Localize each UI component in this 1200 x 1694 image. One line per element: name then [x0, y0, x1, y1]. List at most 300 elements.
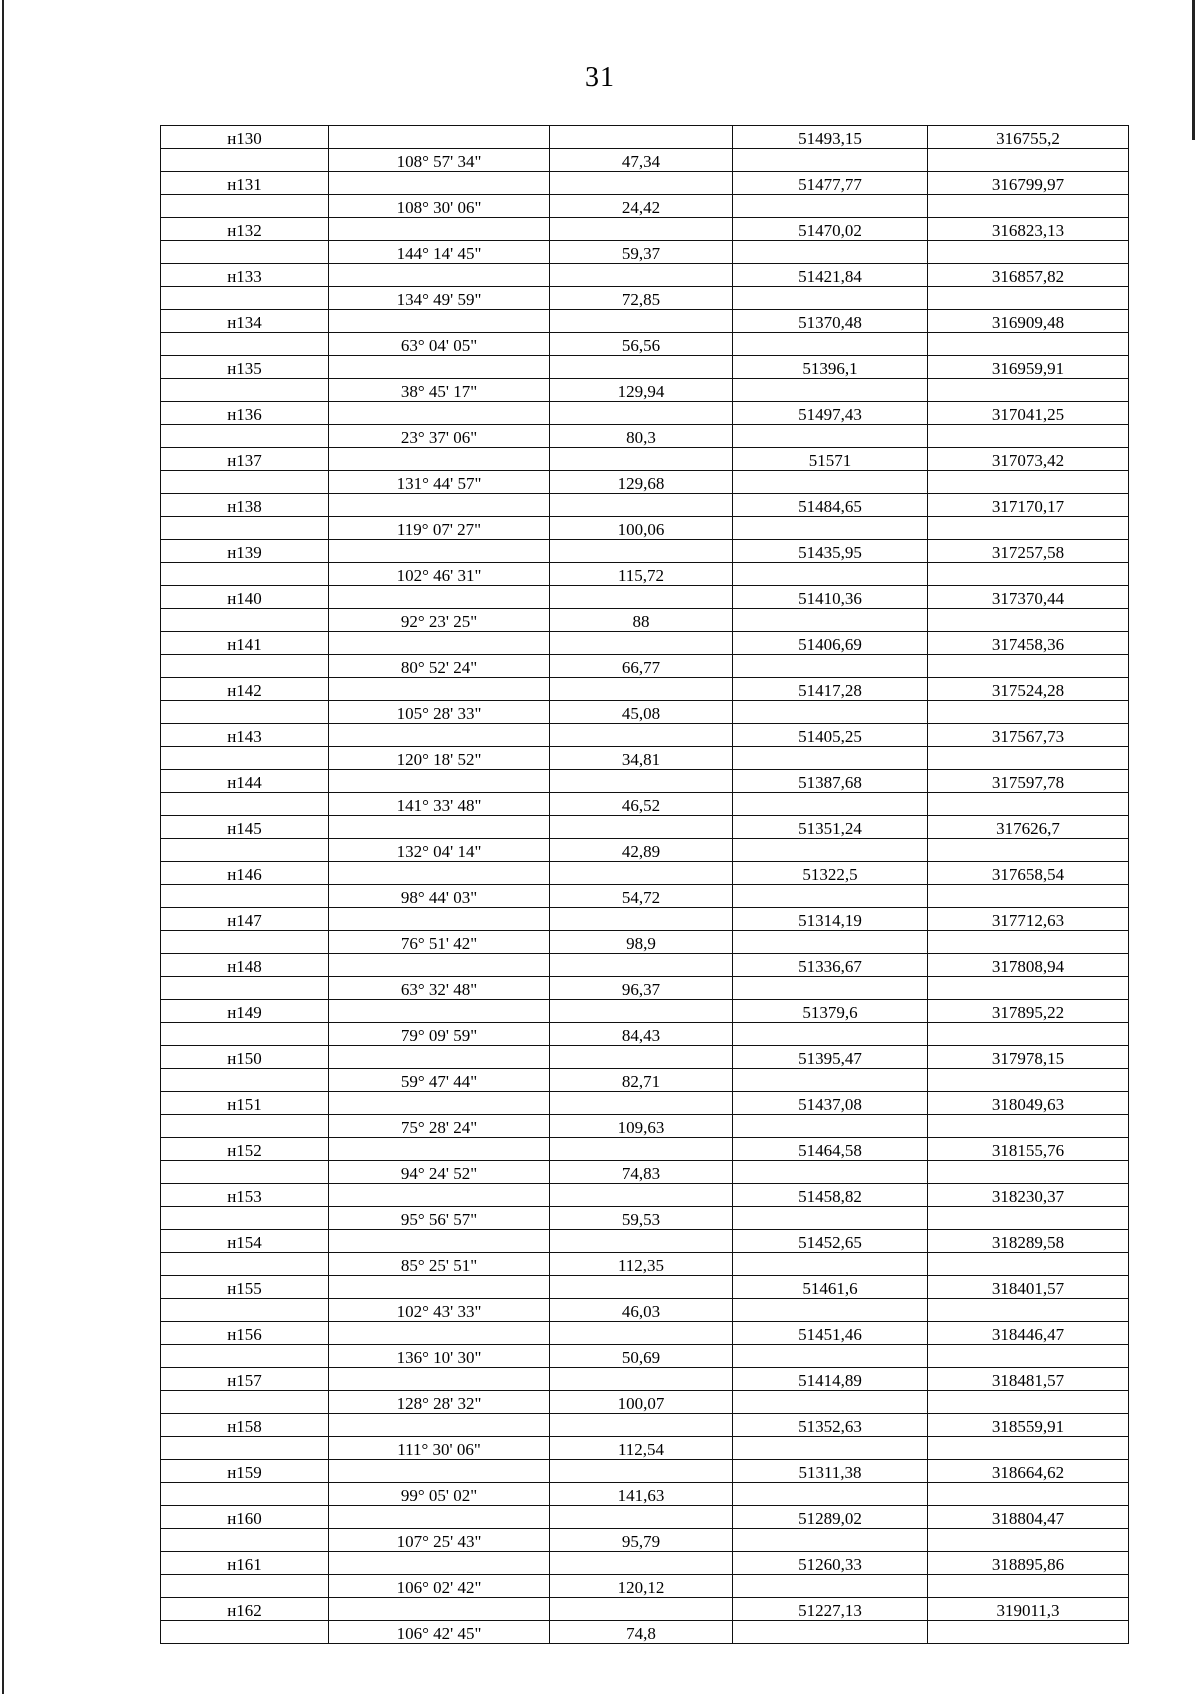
point-row [161, 908, 1129, 931]
empty-cell [329, 724, 550, 747]
y-coordinate-cell [928, 1598, 1129, 1621]
empty-cell [733, 241, 928, 264]
y-coordinate: 318049,63 [991, 1095, 1065, 1114]
x-coordinate-cell [733, 494, 928, 517]
x-coordinate: 51470,02 [798, 221, 862, 240]
direction-angle-cell [329, 701, 550, 724]
segment-length-cell [550, 1575, 733, 1598]
y-coordinate-cell [928, 1506, 1129, 1529]
segment-row [161, 1437, 1129, 1460]
point-row [161, 1276, 1129, 1299]
empty-cell [550, 1138, 733, 1161]
point-name: н144 [227, 773, 262, 792]
point-name: н139 [227, 543, 262, 562]
empty-cell [733, 839, 928, 862]
direction-angle: 111° 30' 06" [397, 1440, 481, 1459]
empty-cell [329, 310, 550, 333]
segment-length-cell [550, 517, 733, 540]
y-coordinate: 316857,82 [991, 267, 1065, 286]
x-coordinate: 51322,5 [802, 865, 858, 884]
empty-cell [550, 172, 733, 195]
point-name-cell [161, 1092, 329, 1115]
empty-cell [329, 126, 550, 149]
direction-angle-cell [329, 241, 550, 264]
y-coordinate: 317978,15 [991, 1049, 1065, 1068]
x-coordinate-cell [733, 448, 928, 471]
empty-cell [733, 1299, 928, 1322]
empty-cell [161, 1299, 329, 1322]
empty-cell [928, 425, 1129, 448]
empty-cell [928, 1299, 1129, 1322]
x-coordinate-cell [733, 1506, 928, 1529]
empty-cell [161, 563, 329, 586]
empty-cell [733, 1207, 928, 1230]
empty-cell [161, 379, 329, 402]
point-name: н130 [227, 129, 262, 148]
point-name: н138 [227, 497, 262, 516]
point-name-cell [161, 816, 329, 839]
segment-row [161, 149, 1129, 172]
empty-cell [329, 540, 550, 563]
empty-cell [329, 1368, 550, 1391]
empty-cell [161, 1023, 329, 1046]
y-coordinate: 317524,28 [991, 681, 1065, 700]
direction-angle: 99° 05' 02" [400, 1486, 478, 1505]
direction-angle: 144° 14' 45" [396, 244, 482, 263]
y-coordinate-cell [928, 1000, 1129, 1023]
y-coordinate-cell [928, 310, 1129, 333]
point-row [161, 1046, 1129, 1069]
point-row [161, 1092, 1129, 1115]
point-row [161, 1230, 1129, 1253]
direction-angle: 141° 33' 48" [396, 796, 482, 815]
segment-row [161, 701, 1129, 724]
x-coordinate: 51452,65 [798, 1233, 862, 1252]
empty-cell [733, 1253, 928, 1276]
y-coordinate: 318804,47 [991, 1509, 1065, 1528]
direction-angle: 102° 46' 31" [396, 566, 482, 585]
y-coordinate: 318481,57 [991, 1371, 1065, 1390]
direction-angle-cell [329, 977, 550, 1000]
segment-length: 96,37 [621, 980, 661, 999]
empty-cell [329, 448, 550, 471]
point-name-cell [161, 402, 329, 425]
empty-cell [329, 1322, 550, 1345]
segment-length: 88 [632, 612, 650, 631]
segment-length: 24,42 [621, 198, 661, 217]
point-name: н158 [227, 1417, 262, 1436]
x-coordinate-cell [733, 310, 928, 333]
y-coordinate-cell [928, 1460, 1129, 1483]
segment-length-cell [550, 1253, 733, 1276]
direction-angle-cell [329, 885, 550, 908]
point-name-cell [161, 1000, 329, 1023]
empty-cell [329, 172, 550, 195]
point-name-cell [161, 540, 329, 563]
empty-cell [161, 1253, 329, 1276]
segment-length: 46,03 [621, 1302, 661, 1321]
segment-row [161, 425, 1129, 448]
segment-length: 120,12 [617, 1578, 665, 1597]
segment-row [161, 1115, 1129, 1138]
direction-angle: 75° 28' 24" [400, 1118, 478, 1137]
point-name-cell [161, 448, 329, 471]
y-coordinate: 318664,62 [991, 1463, 1065, 1482]
point-name-cell [161, 954, 329, 977]
x-coordinate: 51451,46 [798, 1325, 862, 1344]
empty-cell [161, 977, 329, 1000]
empty-cell [161, 241, 329, 264]
empty-cell [550, 218, 733, 241]
x-coordinate: 51405,25 [798, 727, 862, 746]
empty-cell [550, 908, 733, 931]
empty-cell [928, 195, 1129, 218]
y-coordinate-cell [928, 1276, 1129, 1299]
point-name: н133 [227, 267, 262, 286]
y-coordinate: 317458,36 [991, 635, 1065, 654]
point-name: н148 [227, 957, 262, 976]
segment-length: 46,52 [621, 796, 661, 815]
segment-length-cell [550, 1023, 733, 1046]
x-coordinate: 51421,84 [798, 267, 862, 286]
x-coordinate: 51314,19 [798, 911, 862, 930]
direction-angle-cell [329, 609, 550, 632]
segment-length-cell [550, 1207, 733, 1230]
point-row [161, 1414, 1129, 1437]
empty-cell [161, 793, 329, 816]
empty-cell [928, 1115, 1129, 1138]
direction-angle: 59° 47' 44" [400, 1072, 478, 1091]
point-row [161, 816, 1129, 839]
point-name: н140 [227, 589, 262, 608]
point-row [161, 1506, 1129, 1529]
direction-angle-cell [329, 1115, 550, 1138]
point-name: н142 [227, 681, 262, 700]
y-coordinate-cell [928, 954, 1129, 977]
y-coordinate: 316909,48 [991, 313, 1065, 332]
x-coordinate: 51484,65 [798, 497, 862, 516]
segment-row [161, 1391, 1129, 1414]
point-name-cell [161, 862, 329, 885]
direction-angle-cell [329, 1299, 550, 1322]
empty-cell [329, 632, 550, 655]
y-coordinate: 318230,37 [991, 1187, 1065, 1206]
segment-length: 59,53 [621, 1210, 661, 1229]
direction-angle-cell [329, 1575, 550, 1598]
direction-angle-cell [329, 839, 550, 862]
empty-cell [329, 1138, 550, 1161]
segment-length-cell [550, 287, 733, 310]
empty-cell [550, 126, 733, 149]
empty-cell [550, 770, 733, 793]
segment-length-cell [550, 195, 733, 218]
empty-cell [550, 1276, 733, 1299]
empty-cell [928, 747, 1129, 770]
point-row [161, 1598, 1129, 1621]
empty-cell [550, 816, 733, 839]
empty-cell [329, 816, 550, 839]
segment-length: 112,54 [617, 1440, 665, 1459]
empty-cell [550, 1506, 733, 1529]
empty-cell [928, 1069, 1129, 1092]
empty-cell [928, 655, 1129, 678]
point-name: н146 [227, 865, 262, 884]
empty-cell [733, 195, 928, 218]
point-name-cell [161, 1138, 329, 1161]
segment-length-cell [550, 1299, 733, 1322]
y-coordinate-cell [928, 1368, 1129, 1391]
empty-cell [329, 1230, 550, 1253]
point-name: н154 [227, 1233, 262, 1252]
empty-cell [928, 977, 1129, 1000]
x-coordinate-cell [733, 1046, 928, 1069]
direction-angle-cell [329, 793, 550, 816]
x-coordinate-cell [733, 218, 928, 241]
point-name: н135 [227, 359, 262, 378]
empty-cell [733, 149, 928, 172]
direction-angle: 92° 23' 25" [400, 612, 478, 631]
point-name: н147 [227, 911, 262, 930]
empty-cell [733, 1345, 928, 1368]
point-row [161, 172, 1129, 195]
empty-cell [733, 977, 928, 1000]
segment-row [161, 1299, 1129, 1322]
y-coordinate: 317170,17 [991, 497, 1065, 516]
direction-angle-cell [329, 149, 550, 172]
x-coordinate-cell [733, 264, 928, 287]
x-coordinate-cell [733, 908, 928, 931]
direction-angle-cell [329, 1483, 550, 1506]
point-name-cell [161, 1230, 329, 1253]
segment-length-cell [550, 885, 733, 908]
direction-angle: 106° 42' 45" [396, 1624, 482, 1643]
y-coordinate-cell [928, 402, 1129, 425]
x-coordinate: 51410,36 [798, 589, 862, 608]
x-coordinate: 51458,82 [798, 1187, 862, 1206]
empty-cell [550, 1460, 733, 1483]
segment-length: 141,63 [617, 1486, 665, 1505]
segment-length: 42,89 [621, 842, 661, 861]
point-row [161, 586, 1129, 609]
coordinates-table [160, 125, 1129, 1644]
empty-cell [550, 586, 733, 609]
y-coordinate-cell [928, 908, 1129, 931]
segment-length-cell [550, 149, 733, 172]
point-name: н150 [227, 1049, 262, 1068]
empty-cell [928, 1023, 1129, 1046]
empty-cell [733, 1023, 928, 1046]
empty-cell [161, 931, 329, 954]
x-coordinate: 51289,02 [798, 1509, 862, 1528]
x-coordinate-cell [733, 678, 928, 701]
direction-angle: 98° 44' 03" [400, 888, 478, 907]
empty-cell [928, 885, 1129, 908]
empty-cell [329, 862, 550, 885]
empty-cell [550, 678, 733, 701]
point-name-cell [161, 494, 329, 517]
segment-length: 74,83 [621, 1164, 661, 1183]
empty-cell [329, 954, 550, 977]
point-row [161, 402, 1129, 425]
empty-cell [733, 701, 928, 724]
point-row [161, 1138, 1129, 1161]
x-coordinate-cell [733, 1138, 928, 1161]
y-coordinate: 317626,7 [996, 819, 1060, 838]
y-coordinate-cell [928, 586, 1129, 609]
empty-cell [329, 264, 550, 287]
empty-cell [329, 1046, 550, 1069]
point-name-cell [161, 1552, 329, 1575]
segment-length: 34,81 [621, 750, 661, 769]
y-coordinate-cell [928, 540, 1129, 563]
segment-length-cell [550, 931, 733, 954]
empty-cell [550, 1322, 733, 1345]
segment-length-cell [550, 747, 733, 770]
point-row [161, 264, 1129, 287]
x-coordinate: 51311,38 [798, 1463, 862, 1482]
segment-length: 82,71 [621, 1072, 661, 1091]
empty-cell [928, 1483, 1129, 1506]
empty-cell [161, 1529, 329, 1552]
segment-length-cell [550, 471, 733, 494]
x-coordinate-cell [733, 770, 928, 793]
direction-angle: 132° 04' 14" [396, 842, 482, 861]
segment-length-cell [550, 379, 733, 402]
segment-length: 72,85 [621, 290, 661, 309]
segment-row [161, 1345, 1129, 1368]
empty-cell [329, 1506, 550, 1529]
x-coordinate: 51414,89 [798, 1371, 862, 1390]
direction-angle-cell [329, 379, 550, 402]
empty-cell [928, 1391, 1129, 1414]
segment-row [161, 517, 1129, 540]
point-row [161, 954, 1129, 977]
segment-length-cell [550, 1529, 733, 1552]
empty-cell [928, 609, 1129, 632]
empty-cell [161, 1115, 329, 1138]
x-coordinate: 51477,77 [798, 175, 862, 194]
point-row [161, 632, 1129, 655]
point-name: н157 [227, 1371, 262, 1390]
segment-length: 98,9 [626, 934, 656, 953]
x-coordinate-cell [733, 1276, 928, 1299]
direction-angle-cell [329, 1345, 550, 1368]
empty-cell [928, 1345, 1129, 1368]
direction-angle-cell [329, 1023, 550, 1046]
segment-row [161, 1621, 1129, 1644]
point-name-cell [161, 1460, 329, 1483]
empty-cell [733, 425, 928, 448]
y-coordinate: 317370,44 [991, 589, 1065, 608]
empty-cell [733, 1575, 928, 1598]
empty-cell [550, 494, 733, 517]
segment-row [161, 1483, 1129, 1506]
empty-cell [329, 402, 550, 425]
segment-length: 115,72 [617, 566, 665, 585]
direction-angle-cell [329, 1437, 550, 1460]
coordinates-table-body [161, 126, 1129, 1644]
x-coordinate: 51352,63 [798, 1417, 862, 1436]
direction-angle: 102° 43' 33" [396, 1302, 482, 1321]
empty-cell [161, 1483, 329, 1506]
segment-length: 112,35 [617, 1256, 665, 1275]
y-coordinate: 317712,63 [991, 911, 1065, 930]
y-coordinate: 318155,76 [991, 1141, 1065, 1160]
direction-angle-cell [329, 747, 550, 770]
direction-angle-cell [329, 471, 550, 494]
point-name: н162 [227, 1601, 262, 1620]
empty-cell [161, 885, 329, 908]
empty-cell [928, 471, 1129, 494]
empty-cell [161, 1437, 329, 1460]
x-coordinate-cell [733, 1000, 928, 1023]
empty-cell [329, 356, 550, 379]
empty-cell [550, 264, 733, 287]
segment-row [161, 195, 1129, 218]
segment-length-cell [550, 1161, 733, 1184]
empty-cell [329, 494, 550, 517]
empty-cell [733, 563, 928, 586]
empty-cell [733, 1161, 928, 1184]
segment-length: 45,08 [621, 704, 661, 723]
empty-cell [733, 885, 928, 908]
direction-angle-cell [329, 563, 550, 586]
empty-cell [733, 747, 928, 770]
segment-length-cell [550, 793, 733, 816]
empty-cell [928, 1207, 1129, 1230]
segment-row [161, 977, 1129, 1000]
empty-cell [161, 333, 329, 356]
empty-cell [550, 724, 733, 747]
point-row [161, 310, 1129, 333]
point-name: н141 [227, 635, 262, 654]
empty-cell [161, 1345, 329, 1368]
point-row [161, 494, 1129, 517]
empty-cell [329, 1414, 550, 1437]
x-coordinate: 51379,6 [802, 1003, 858, 1022]
x-coordinate-cell [733, 1414, 928, 1437]
x-coordinate-cell [733, 862, 928, 885]
x-coordinate-cell [733, 356, 928, 379]
x-coordinate-cell [733, 1184, 928, 1207]
direction-angle: 108° 30' 06" [396, 198, 482, 217]
y-coordinate: 316823,13 [991, 221, 1065, 240]
segment-length-cell [550, 1115, 733, 1138]
empty-cell [161, 701, 329, 724]
direction-angle-cell [329, 931, 550, 954]
segment-row [161, 1529, 1129, 1552]
segment-row [161, 379, 1129, 402]
y-coordinate: 318559,91 [991, 1417, 1065, 1436]
y-coordinate-cell [928, 1322, 1129, 1345]
x-coordinate-cell [733, 724, 928, 747]
segment-length-cell [550, 609, 733, 632]
empty-cell [733, 793, 928, 816]
direction-angle-cell [329, 1253, 550, 1276]
point-row [161, 770, 1129, 793]
empty-cell [329, 1092, 550, 1115]
point-name-cell [161, 1598, 329, 1621]
y-coordinate: 317257,58 [991, 543, 1065, 562]
direction-angle: 95° 56' 57" [400, 1210, 478, 1229]
y-coordinate: 317895,22 [991, 1003, 1065, 1022]
empty-cell [161, 747, 329, 770]
point-name: н151 [227, 1095, 262, 1114]
empty-cell [161, 195, 329, 218]
x-coordinate: 51260,33 [798, 1555, 862, 1574]
segment-row [161, 1161, 1129, 1184]
empty-cell [329, 770, 550, 793]
